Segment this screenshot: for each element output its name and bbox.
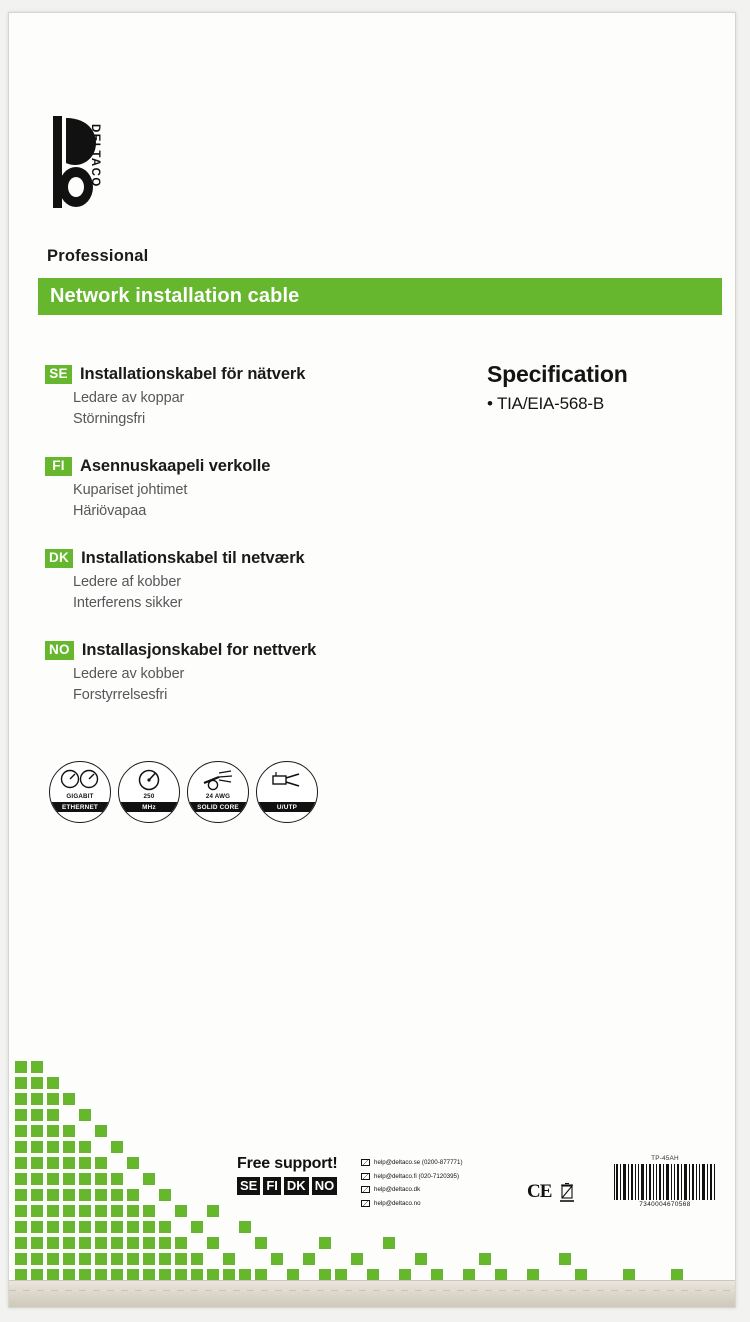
feature-badges: [49, 761, 318, 823]
language-block-dk: [45, 549, 385, 614]
feature-label-line2-2: SOLID CORE: [188, 802, 248, 812]
language-tag-no: NO: [45, 641, 74, 660]
language-line-dk-1: Ledere af kobber: [73, 574, 182, 590]
support-flag-no: NO: [312, 1177, 338, 1195]
feature-label-line2-3: U/UTP: [257, 802, 317, 812]
feature-label-line1-1: 250: [143, 793, 155, 800]
language-title-fi: Asennuskaapeli verkolle: [80, 457, 271, 475]
mail-icon: [361, 1173, 370, 1180]
weee-bin-icon: [559, 1181, 575, 1203]
support-flag-dk: DK: [284, 1177, 309, 1195]
specification-title: Specification: [487, 361, 628, 387]
support-language-flags: [237, 1177, 337, 1195]
feature-badge-shielding: [256, 761, 318, 823]
language-tag-fi: FI: [45, 457, 72, 476]
feature-badge-gigabit-ethernet: [49, 761, 111, 823]
speed-gauges-icon: [50, 769, 110, 791]
language-line-no-1: Ledere av kobber: [73, 666, 185, 682]
language-block-fi: [45, 457, 385, 522]
language-line-se-2: Störningsfri: [73, 411, 146, 427]
language-title-no: Installasjonskabel for nettverk: [81, 641, 317, 659]
mail-icon: [361, 1186, 370, 1193]
contact-text-dk: help@deltaco.dk: [374, 1186, 421, 1194]
language-block-se: [45, 365, 385, 430]
product-title-bar: [38, 278, 722, 315]
support-flag-se: SE: [237, 1177, 260, 1195]
language-title-se: Installationskabel för nätverk: [80, 365, 306, 383]
language-line-dk-2: Interferens sikker: [73, 595, 183, 611]
footer-section: [237, 1155, 717, 1221]
specification-section: [487, 361, 717, 416]
contact-text-se: help@deltaco.se (0200-877771): [374, 1159, 463, 1167]
language-tag-se: SE: [45, 365, 72, 384]
language-block-no: [45, 641, 385, 706]
contact-text-no: help@deltaco.no: [374, 1199, 421, 1207]
language-title-dk: Installationskabel til netværk: [81, 549, 305, 567]
language-descriptions: [45, 365, 385, 733]
feature-label-line2-1: MHz: [119, 802, 179, 812]
ean-number: 7340004670568: [639, 1201, 691, 1208]
feature-label-line2-0: ETHERNET: [50, 802, 110, 812]
language-line-fi-1: Kupariset johtimet: [73, 482, 188, 498]
sku-code: TP-45AH: [651, 1155, 679, 1162]
contact-row-se: [361, 1157, 561, 1169]
contact-text-fi: help@deltaco.fi (020-7120395): [374, 1172, 460, 1180]
language-line-fi-2: Häriövapaa: [73, 503, 147, 519]
mail-icon: [361, 1200, 370, 1207]
feature-label-line1-2: 24 AWG: [205, 793, 231, 800]
barcode-block: [613, 1155, 717, 1208]
support-flag-fi: FI: [263, 1177, 281, 1195]
ce-mark: CE: [527, 1181, 552, 1202]
free-support-title: Free support!: [237, 1155, 338, 1172]
feature-badge-awg: [187, 761, 249, 823]
brand-wordmark: DELTACO: [89, 124, 101, 188]
product-tier-label: Professional: [47, 247, 149, 265]
cardboard-bottom-edge: [9, 1280, 735, 1307]
utp-connector-icon: [257, 769, 317, 791]
language-tag-dk: DK: [45, 549, 73, 568]
barcode-image: [613, 1164, 717, 1200]
product-title: Network installation cable: [50, 285, 300, 307]
brand-logo: [53, 116, 163, 208]
compliance-marks: [527, 1181, 575, 1203]
specification-item-0: • TIA/EIA-568-B: [487, 394, 604, 413]
cable-strip-icon: [188, 769, 248, 791]
feature-label-line1-0: GIGABIT: [66, 793, 94, 800]
mail-icon: [361, 1159, 370, 1166]
feature-badge-frequency: [118, 761, 180, 823]
gauge-icon: [119, 769, 179, 791]
language-line-se-1: Ledare av koppar: [73, 390, 185, 406]
language-line-no-2: Forstyrrelsesfri: [73, 687, 168, 703]
box-front-panel: [8, 12, 736, 1308]
